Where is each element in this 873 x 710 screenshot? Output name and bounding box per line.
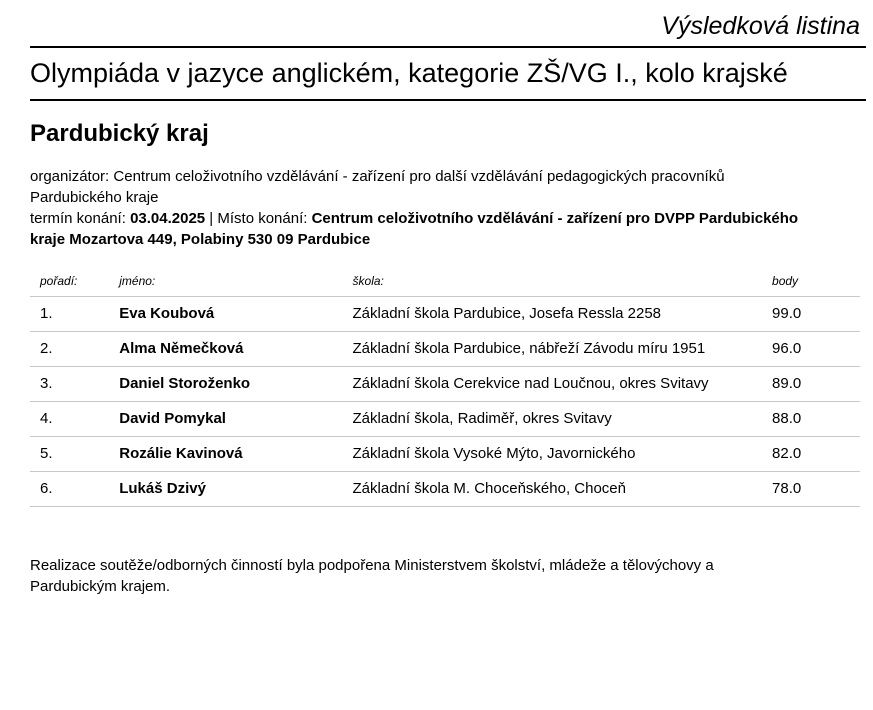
row-points: 96.0 (772, 332, 860, 367)
row-school: Základní škola, Radiměř, okres Svitavy (353, 402, 773, 437)
row-rank: 4. (30, 402, 119, 437)
table-row (30, 472, 860, 507)
table-row (30, 297, 860, 332)
row-name: Alma Němečková (119, 332, 352, 367)
organizer-label: organizátor: (30, 168, 114, 185)
row-name: Daniel Storoženko (119, 367, 352, 402)
column-header-rank: pořadí: (30, 268, 119, 297)
row-name: Eva Koubová (119, 297, 352, 332)
row-points: 89.0 (772, 367, 860, 402)
info-separator: | (205, 210, 218, 227)
venue-value: Centrum celoživotního vzdělávání - zařízení pro DVPP Pardubického kraje Mozartova 449, Polabiny 530 09 Pardubice (30, 210, 799, 248)
organizer-value: Centrum celoživotního vzdělávání - zařízení pro další vzdělávání pedagogických pracovníků Pardubického kraje (30, 168, 725, 206)
column-header-school: škola: (353, 268, 773, 297)
column-header-name: jméno: (119, 268, 352, 297)
row-name: David Pomykal (119, 402, 352, 437)
date-label: termín konání: (30, 210, 131, 227)
funding-note: Realizace soutěže/odborných činností byla podpořena Ministerstvem školství, mládeže a tělovýchovy a Pardubickým krajem. (30, 557, 714, 595)
olympiad-title: Olympiáda v jazyce anglickém, kategorie ZŠ/VG I., kolo krajské (30, 58, 788, 88)
row-rank: 2. (30, 332, 119, 367)
results-document (30, 0, 866, 597)
column-header-points: body (772, 268, 860, 297)
title-divider (30, 99, 866, 101)
venue-label: Místo konání: (217, 210, 312, 227)
table-row (30, 367, 860, 402)
row-points: 82.0 (772, 437, 860, 472)
row-name: Lukáš Dzivý (119, 472, 352, 507)
row-school: Základní škola Cerekvice nad Loučnou, okres Svitavy (353, 367, 773, 402)
date-value: 03.04.2025 (130, 210, 206, 227)
row-school: Základní škola M. Choceňského, Choceň (353, 472, 773, 507)
region-heading: Pardubický kraj (30, 120, 209, 147)
table-header-row (30, 268, 860, 297)
row-school: Základní škola Pardubice, Josefa Ressla 2258 (353, 297, 773, 332)
row-school: Základní škola Pardubice, nábřeží Závodu míru 1951 (353, 332, 773, 367)
table-row (30, 402, 860, 437)
row-rank: 6. (30, 472, 119, 507)
row-points: 88.0 (772, 402, 860, 437)
row-name: Rozálie Kavinová (119, 437, 352, 472)
row-rank: 5. (30, 437, 119, 472)
row-points: 78.0 (772, 472, 860, 507)
row-points: 99.0 (772, 297, 860, 332)
row-school: Základní škola Vysoké Mýto, Javornického (353, 437, 773, 472)
table-row (30, 437, 860, 472)
row-rank: 1. (30, 297, 119, 332)
results-table (30, 268, 860, 507)
event-info (30, 166, 820, 250)
document-type-heading: Výsledková listina (661, 12, 860, 40)
table-row (30, 332, 860, 367)
row-rank: 3. (30, 367, 119, 402)
